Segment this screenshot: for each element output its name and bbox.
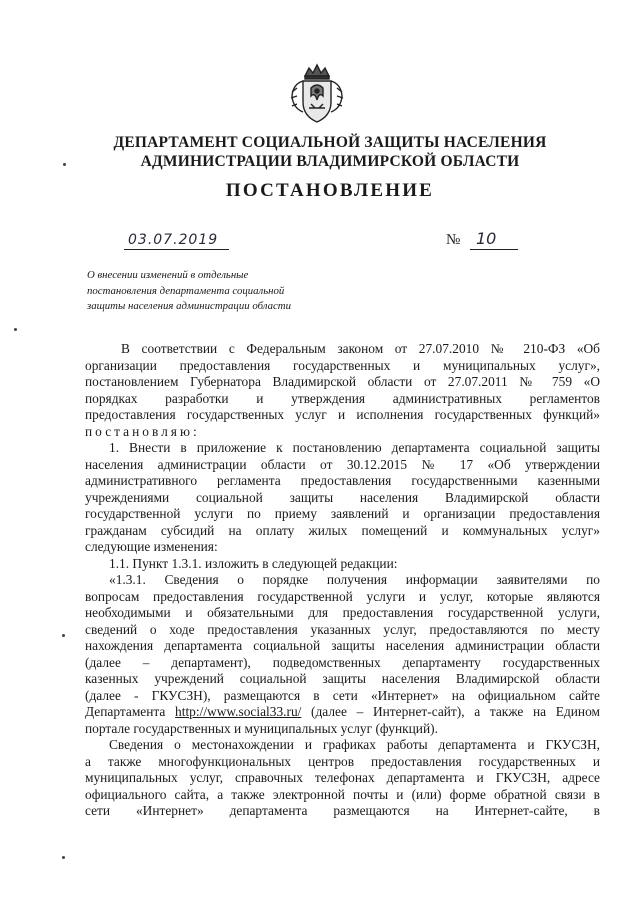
location-line: сети «Интернет» департамента размещаются на Интернет-сайте, в [85, 803, 600, 818]
subject-line: О внесении изменений в отдельные [87, 269, 249, 281]
document-type-title: ПОСТАНОВЛЕНИЕ [225, 180, 435, 201]
body-line: следующие изменения: [85, 539, 218, 554]
coat-of-arms-emblem [289, 62, 345, 126]
scan-speck [62, 634, 65, 637]
document-date: 03.07.2019 [128, 232, 219, 248]
subject-line: защиты населения администрации области [87, 300, 291, 312]
quote-line: казенных учреждений социальной защиты населения Владимирской области [85, 671, 600, 686]
quote-line: «1.3.1. Сведения о порядке получения информации заявителями по [109, 572, 600, 587]
body-line: населения администрации области от 30.12.2015 № 17 «Об утверждении [85, 456, 600, 472]
quote-line: (далее - ГКУСЗН), размещаются в сети «Интернет» на официальном сайте [85, 687, 600, 703]
body-line: гражданам субсидий на оплату жилых помещений и коммунальных услуг» [85, 522, 600, 538]
quote-line [85, 704, 600, 721]
number-label: № [446, 232, 461, 248]
location-line: официального сайта, а также электронной почты и (или) форме обратной связи в [85, 786, 600, 802]
quote-line: вопросам предоставления государственной услуги и услуг, которые являются [85, 588, 600, 604]
document-number: 10 [476, 229, 497, 248]
body-line: административного регламента предоставления государственными казенными [85, 473, 600, 488]
quote-line: сведений о ходе предоставления указанных услуг, предоставляются по месту [85, 621, 600, 637]
item-1-1: 1.1. Пункт 1.3.1. изложить в следующей редакции: [109, 555, 398, 571]
site-suffix: (далее – Интернет-сайт), а также на Едином [301, 704, 601, 719]
body-line: В соответствии с Федеральным законом от 27.07.2010 № 210-ФЗ «Об [121, 341, 600, 356]
subject-line: постановления департамента социальной [87, 284, 285, 297]
body-line: порядках разработки и утверждения административных регламентов [85, 390, 600, 406]
location-line: Сведения о местонахождении и графиках работы департамента и ГКУСЗН, [109, 737, 600, 752]
scan-speck [62, 856, 65, 859]
resolve-word: постановляю: [85, 423, 200, 439]
location-line: муниципальных услуг, справочных телефонах департамента и ГКУСЗН, адресе [85, 770, 600, 785]
quote-line: (далее – департамент), подведомственных департаменту государственных [85, 654, 600, 670]
body-line: постановлением Губернатора Владимирской области от 27.07.2011 № 759 «О [85, 374, 600, 389]
date-underline [124, 249, 229, 250]
site-prefix: Департамента [85, 704, 176, 719]
scan-speck [63, 163, 66, 166]
scan-speck [14, 328, 17, 331]
document-subject [87, 268, 347, 315]
department-name-line1: ДЕПАРТАМЕНТ СОЦИАЛЬНОЙ ЗАЩИТЫ НАСЕЛЕНИЯ [113, 134, 547, 151]
quote-line: нахождения департамента социальной защиты населения администрации области [85, 638, 600, 653]
body-line: государственной услуги по приему заявлений и организации предоставления [85, 506, 600, 521]
department-name-line2: АДМИНИСТРАЦИИ ВЛАДИМИРСКОЙ ОБЛАСТИ [140, 153, 520, 170]
quote-line: необходимыми и обязательными для предоставления государственной услуги, [85, 605, 600, 620]
number-underline [470, 249, 518, 250]
body-line: учреждениями социальной защиты населения Владимирской области [85, 489, 600, 505]
body-line: предоставления государственных услуг и исполнения государственных функций» [85, 407, 600, 422]
location-line: а также многофункциональных центров предоставления государственных и [85, 753, 600, 769]
body-line: организации предоставления государственных и муниципальных услуг», [85, 357, 600, 373]
document-body [85, 341, 600, 820]
website-link[interactable]: http://www.social33.ru/ [175, 704, 302, 719]
quote-line: портале государственных и муниципальных услуг (функций). [85, 720, 438, 736]
body-line: 1. Внести в приложение к постановлению департамента социальной защиты [109, 440, 600, 455]
